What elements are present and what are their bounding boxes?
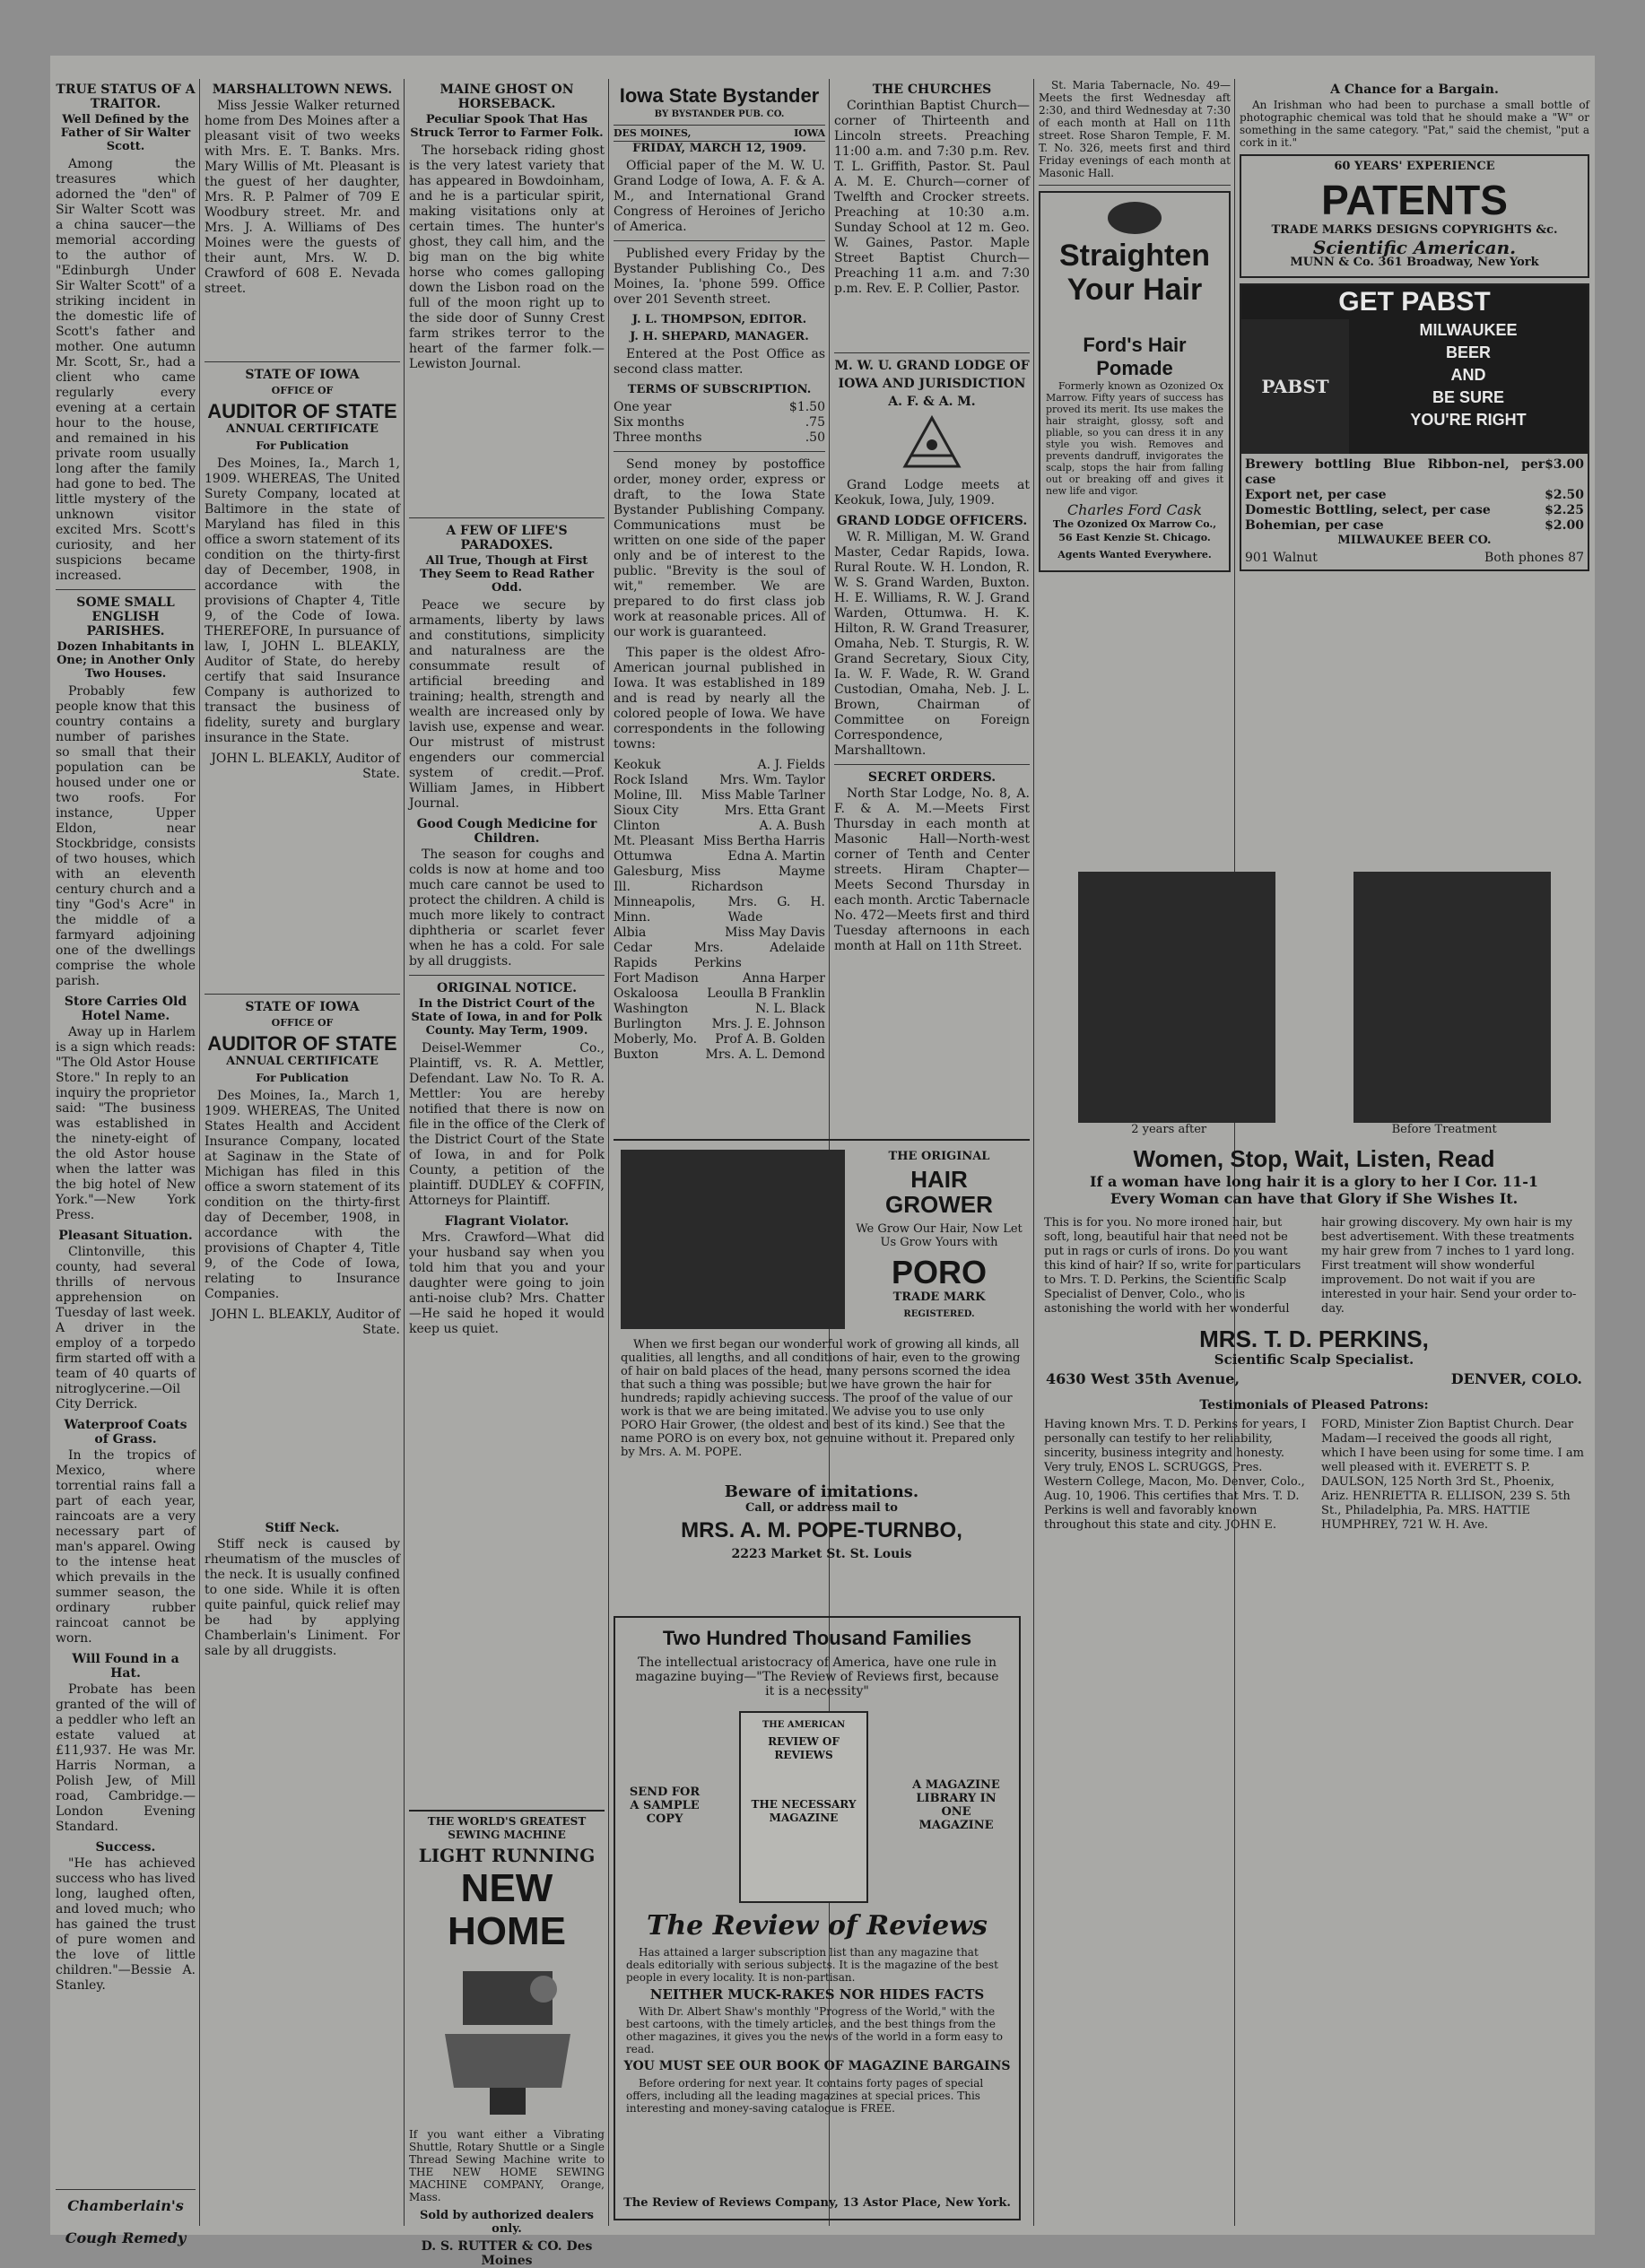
divider (834, 764, 1030, 765)
agent-name: Mrs. Wm. Taylor (719, 773, 825, 787)
ad-patents (1240, 154, 1589, 278)
agent-name: Miss Mayme Richardson (691, 865, 825, 894)
poro-name-2: GROWER (885, 1191, 993, 1218)
cover-line: THE AMERICAN (762, 1720, 846, 1730)
agents-intro: This paper is the oldest Afro-American journal published in Iowa. It was established in 189 and is read by nearly all the colored people of Iowa. We have correspondents in the following towns: (614, 646, 825, 752)
agent-town: Buxton (614, 1047, 659, 1062)
article-body: Probably few people know that this country contains a number of parishes so small that their population can be housed under one or two roofs. For instance, Upper Eldon, near Stockbridge, consists of two houses, which with an eleventh century church and a tiny "God's Acre" in the middle of a farmyard adjoining one of the dwellings comprise the whole parish. (56, 684, 196, 988)
ad-copy (854, 1150, 1024, 1325)
legal-notice (205, 1000, 400, 1338)
ad-product-2: Pomade (1096, 357, 1173, 379)
agent-town: Sioux City (614, 804, 679, 818)
perkins-photos (1039, 872, 1589, 1123)
divider (409, 517, 605, 518)
poro-original: THE ORIGINAL (888, 1150, 990, 1163)
agent-row (614, 925, 825, 941)
spacer (205, 782, 400, 988)
ad-review-of-reviews (614, 1616, 1021, 2220)
cover-line: REVIEW OF REVIEWS (768, 1735, 840, 1761)
ad-agents: Agents Wanted Everywhere. (1058, 549, 1212, 560)
article-subtitle: In the District Court of the State of Iowa, in and for Polk County. May Term, 1909. (411, 997, 603, 1038)
article (56, 595, 196, 989)
publisher: BY BYSTANDER PUB. CO. (654, 109, 785, 119)
article (409, 817, 605, 969)
article-title: Success. (95, 1840, 156, 1855)
article (56, 83, 196, 584)
poro-name: HAIR (910, 1166, 968, 1193)
price-row (1245, 503, 1584, 518)
notice-title: AUDITOR OF STATE (207, 1032, 397, 1055)
agent-town: Washington (614, 1002, 689, 1016)
agent-name: Prof A. B. Golden (715, 1032, 825, 1047)
poro-trademark: TRADE MARK (892, 1290, 986, 1304)
article (409, 1214, 605, 1337)
agent-town: Clinton (614, 819, 660, 833)
chance-title: A Chance for a Bargain. (1330, 83, 1499, 97)
column-5 (834, 79, 1030, 1123)
column-2 (205, 79, 400, 2226)
agent-name: Miss Mable Tarlner (701, 788, 825, 803)
ad-product: Ford's Hair (1083, 334, 1187, 356)
review-headline: Two Hundred Thousand Families (662, 1627, 972, 1649)
divider (205, 361, 400, 362)
agent-name: Mrs. Adelaide Perkins (693, 941, 825, 970)
munn-address: MUNN & Co. 361 Broadway, New York (1290, 256, 1539, 269)
agent-name: A. J. Fields (757, 758, 825, 772)
ad-signature: Charles Ford Cask (1066, 501, 1203, 518)
terms-row (614, 430, 825, 446)
agent-town: Cedar Rapids (614, 941, 657, 970)
article-title: Good Cough Medicine for Children. (416, 817, 597, 846)
published-note: Published every Friday by the Bystander Publishing Co., Des Moines, Ia. 'phone 599. Office over 201 Seventh street. (614, 247, 825, 307)
review-cover-row (615, 1704, 1019, 1910)
pabst-line: AND (1450, 366, 1486, 384)
perkins-headline: Women, Stop, Wait, Listen, Read (1133, 1145, 1495, 1172)
perkins-title: Scientific Scalp Specialist. (1214, 1351, 1414, 1368)
ad-perkins (1039, 863, 1589, 2217)
patents-experience: 60 YEARS' EXPERIENCE (1334, 160, 1495, 173)
photo-before (1353, 872, 1551, 1123)
officers-title: GRAND LODGE OFFICERS. (836, 514, 1028, 528)
notice-kind: ANNUAL CERTIFICATE (226, 422, 379, 436)
terms-title: TERMS OF SUBSCRIPTION. (627, 383, 812, 396)
terms-label: One year (614, 400, 672, 414)
masthead: Iowa State Bystander (619, 84, 820, 107)
ad-company: The Ozonized Ox Marrow Co., 56 East Kenzie St. Chicago. (1052, 518, 1217, 543)
notice-signature: JOHN L. BLEAKLY, Auditor of State. (211, 752, 400, 781)
divider (1039, 185, 1231, 186)
pabst-line: BE SURE (1432, 388, 1504, 406)
agent-town: Albia (614, 925, 647, 940)
agent-row (614, 758, 825, 773)
poro-tagline: We Grow Our Hair, Now Let Us Grow Yours with (856, 1222, 1023, 1249)
scientific-american: Scientific American. (1312, 237, 1517, 258)
legal-notice (205, 368, 400, 782)
chance-body: An Irishman who had been to purchase a small bottle of photographic chemical was told that he should make a "W" or something in the same category. "Pat," said the chemist, "put a cork in it." (1240, 99, 1589, 149)
cover-line: THE NECESSARY MAGAZINE (751, 1798, 857, 1824)
agent-row (614, 804, 825, 819)
price-value: $2.50 (1545, 488, 1584, 502)
column-7 (1240, 79, 1589, 854)
lodge-meets: Grand Lodge meets at Keokuk, Iowa, July, 1909. (834, 478, 1030, 508)
divider (56, 589, 196, 590)
agent-row (614, 788, 825, 804)
article-body: Miss Jessie Walker returned home from Des Moines after a pleasant visit of two weeks with Mrs. E. T. Banks. Mrs. Mary Willis of Mt. Pleasant is the guest of her daughter, Mrs. R. P. Palmer of 709 E Woodbury street. Mr. and Mrs. J. A. Williams of Des Moines were the guests of their aunt, Mrs. W. D. Crawford of 608 E. Nevada street. (205, 99, 400, 296)
article-title: Store Carries Old Hotel Name. (64, 995, 187, 1023)
agent-row (614, 834, 825, 849)
agent-row (614, 1017, 825, 1032)
notice-kind: ANNUAL CERTIFICATE (226, 1055, 379, 1068)
article-title: Flagrant Violator. (444, 1214, 570, 1229)
churches-body: Corinthian Baptist Church—corner of Thirteenth and Lincoln streets. Preaching 11:00 a.m. and 7:30 p.m. Rev. T. L. Griffith, Pastor. St. Paul A. M. E. Church—corner of Twelfth and Crocker streets. Preaching at 10:30 a.m. Sunday School at 12 m. Geo. W. Gaines, Pastor. Maple Street Baptist Church—Preaching 11 a.m. and 7:30 p.m. Rev. E. P. Collier, Pastor. (834, 99, 1030, 296)
perkins-address-city: DENVER, COLO. (1450, 1370, 1582, 1387)
review-body: Has attained a larger subscription list than any magazine that deals editorially with serious subjects. It is the magazine of the best people in every locality. It is non-partisan. (626, 1946, 998, 1984)
notice-body: Des Moines, Ia., March 1, 1909. WHEREAS, The United Surety Company, located at Baltimore in the state of Maryland has filed in this office a sworn statement of its condition on the thirty-first day of December, 1908, in accordance with the provisions of Chapter 4, Title 9, of the Code of Iowa. THEREFORE, In pursuance of law, I, JOHN L. BLEAKLY, Auditor of State, do hereby certify that said Insurance Company is authorized to transact the business of fidelity, surety and burglary insurance in the State. (205, 456, 400, 745)
divider (205, 994, 400, 995)
agent-town: Moberly, Mo. (614, 1032, 698, 1047)
review-neither-body: With Dr. Albert Shaw's monthly "Progress of the World," with the best cartoons, with the timely articles, and the best things from the other magazines, it gives you the news of the world in a form easy to read. (626, 2005, 1004, 2055)
price-label: Brewery bottling Blue Ribbon-nel, per case (1245, 457, 1545, 487)
patents-title: PATENTS (1321, 177, 1508, 223)
terms-row (614, 400, 825, 415)
column-6 (1039, 79, 1231, 854)
article (56, 1840, 196, 1994)
price-label: Bohemian, per case (1245, 518, 1384, 533)
official-paper: Official paper of the M. W. U. Grand Lodge of Iowa, A. F. & A. M., and International Grand Congress of Heroines of Jericho of America. (614, 159, 825, 234)
editor: J. L. THOMPSON, EDITOR. (631, 313, 807, 326)
notice-pub: For Publication (256, 439, 349, 452)
lodge-subtitle-2: A. F. & A. M. (888, 395, 976, 409)
pabst-line: YOU'RE RIGHT (1410, 411, 1527, 429)
notice-body: Send money by postoffice order, money order, express or draft, to the Iowa State Bystander Publishing Company. Communications must be written on one side of the paper only and be of interest to the public. "Brevity is the soul of wit," remember. We are prepared to do first class job work at reasonable prices. All of our work is guaranteed. (614, 457, 825, 639)
ad-headline-2: Your Hair (1066, 273, 1203, 307)
notice-header: STATE OF IOWA (245, 368, 360, 382)
secret-orders-body: North Star Lodge, No. 8, A. F. & A. M.—Meets First Thursday in each month at Masonic Hall—North-west corner of Tenth and Center streets. Hiram Chapter—Meets Second Thursday in each month. Arctic Tabernacle No. 472—Meets first and third Tuesday afternoons in each month at Hall on 11th Street. (834, 786, 1030, 953)
brewer-phones: Both phones 87 (1484, 551, 1584, 565)
article (56, 1652, 196, 1835)
notice-title: AUDITOR OF STATE (207, 400, 397, 422)
issue-date: FRIDAY, MARCH 12, 1909. (632, 142, 806, 155)
terms-label: Six months (614, 415, 684, 430)
sewing-machine-illustration (409, 1953, 605, 2124)
portrait-icon (1046, 198, 1223, 234)
perkins-testimonials: Having known Mrs. T. D. Perkins for years, I personally can testify to her reliability, sincerity, business integrity and honesty. Very truly, ENOS L. SCRUGGS, Pres. Western College, Macon, Mo. Denver, Colo., Aug. 10, 1906. This certifies that Mrs. T. D. Perkins is well and favorably known throughout this state and city. JOHN E. FORD, Minister Zion Baptist Church. Dear Madam—I received the goods all right, which I have been using for some time. I am well pleased with it. EVERETT S. P. DAULSON, 125 North 3rd St., Phoenix, Ariz. HENRIETTA R. ELLISON, 239 S. 5th St., Philadelphia, Pa. MRS. HATTIE HUMPHREY, 721 W. H. Ave. (1044, 1418, 1584, 1532)
price-value: $2.25 (1545, 503, 1584, 517)
article-body: Away up in Harlem is a sign which reads: "The Old Astor House Store." In reply to an inquiry the proprietor said: "The business was established in the ninety-eight of the old Astor house when the latter was the big hotel of New York."—New York Press. (56, 1025, 196, 1222)
dateline (614, 125, 825, 142)
column-rule (404, 79, 405, 2226)
article-body: Probate has been granted of the will of a peddler who left an estate valued at £11,937. He was Mr. Harris Norman, a Polish Jew, of Mill road, Cambridge.—London Evening Standard. (56, 1682, 196, 1834)
notice-pub: For Publication (256, 1072, 349, 1084)
divider (614, 240, 825, 241)
poro-brand: PORO (891, 1254, 987, 1290)
newspaper-page (50, 56, 1595, 2268)
column-rule (199, 79, 200, 2226)
pabst-line: BEER (1445, 343, 1491, 361)
agent-name: Mrs. A. L. Demond (705, 1047, 825, 1062)
dateline-right: IOWA (794, 127, 825, 139)
ad-body: If you want either a Vibrating Shuttle, Rotary Shuttle or a Single Thread Sewing Machine write to THE NEW HOME SEWING MACHINE COMPANY, Orange, Mass. (409, 2128, 605, 2203)
lodge-subtitle: IOWA AND JURISDICTION (838, 377, 1026, 391)
agent-name: Mrs. G. H. Wade (727, 895, 825, 925)
divider (834, 352, 1030, 353)
agent-row (614, 986, 825, 1002)
caption-before: Before Treatment (1391, 1123, 1497, 1136)
article-title: Stiff Neck. (265, 1521, 340, 1535)
notice-office: OFFICE OF (271, 1017, 334, 1029)
agent-row (614, 819, 825, 834)
price-row (1245, 488, 1584, 503)
tabernacle-note: St. Maria Tabernacle, No. 49—Meets the first Wednesday aft 2:30, and third Wednesday at 7:30 of each month at Hall on 11th street. Rose Sharon Temple, F. M. T. No. 326, meets first and third Friday evenings of each month at Masonic Hall. (1039, 79, 1231, 179)
article-subtitle: Well Defined by the Father of Sir Walter Scott. (60, 113, 191, 153)
article-subtitle: Peculiar Spook That Has Struck Terror to Farmer Folk. (410, 113, 604, 140)
agent-row (614, 773, 825, 788)
price-label: Export net, per case (1245, 488, 1387, 502)
article (409, 981, 605, 1209)
ad-tagline: THE WORLD'S GREATEST SEWING MACHINE (427, 1815, 587, 1841)
article-body: In the tropics of Mexico, where torrential rains fall a part of each year, raincoats are a very necessary part of man's apparel. Owing to the intense heat which prevails in the summer season, the ordinary rubber raincoat cannot be worn. (56, 1448, 196, 1646)
article (56, 1229, 196, 1412)
ad-sold: Sold by authorized dealers only. (419, 2209, 594, 2236)
ad-poro (614, 1139, 1030, 1607)
agent-row (614, 971, 825, 986)
agent-town: Burlington (614, 1017, 683, 1031)
caption-after: 2 years after (1131, 1123, 1207, 1136)
article (409, 524, 605, 812)
agent-town: Ottumwa (614, 849, 673, 864)
article-title: TRUE STATUS OF A TRAITOR. (56, 83, 196, 111)
patents-sub: TRADE MARKS DESIGNS COPYRIGHTS &c. (1271, 223, 1558, 237)
pabst-body (1241, 319, 1588, 454)
brewer-contact (1245, 551, 1584, 566)
review-send: SEND FOR A SAMPLE COPY (629, 1785, 701, 1826)
ad-brand: NEW HOME (448, 1866, 566, 1953)
ad-headline: Straighten (1058, 239, 1211, 273)
poro-contact (614, 1482, 1030, 1563)
spacer (205, 302, 400, 356)
spacer (409, 378, 605, 512)
terms-price: $1.50 (788, 400, 825, 414)
poro-body: When we first began our wonderful work of growing all kinds, all qualities, all lengths, and all conditions of hair, even to the growing of hair on bald places of the head, many persons scorned the idea that such a thing was possible; but we have grown the hair for hundreds; rapidly achieving success. The proof of the value of our work is that we are being imitated. We advise you to use only PORO Hair Grower, (the oldest and best of its kind.) See that the name PORO is on every box, not genuine without it. Prepared only by Mrs. A. M. POPE. (621, 1338, 1021, 1459)
article-body: "He has achieved success who has lived long, laughed often, and loved much; who has gained the trust of pure women and the love of little children."—Bessie A. Stanley. (56, 1856, 196, 1993)
notice-header: STATE OF IOWA (245, 1000, 360, 1014)
agent-town: Galesburg, Ill. (614, 865, 683, 894)
article (409, 83, 605, 372)
article-title: MAINE GHOST ON HORSEBACK. (440, 83, 574, 111)
ad-light-running: LIGHT RUNNING (418, 1845, 596, 1866)
column-1 (56, 79, 196, 2246)
secret-orders-title: SECRET ORDERS. (867, 770, 997, 785)
notice-body: Des Moines, Ia., March 1, 1909. WHEREAS, The United States Health and Accident Insurance Company, located at Saginaw in the State of Michigan has filed in this office a sworn statement of its condition on the thirty-first day of December, 1908, in accordance with the provisions of Chapter 4, Title 9, of the Code of Iowa, relating to Insurance Companies. (205, 1089, 400, 1301)
poro-registered: REGISTERED. (903, 1309, 975, 1319)
spacer (205, 1338, 400, 1517)
article-body: Stiff neck is caused by rheumatism of the muscles of the neck. It is usually confined to one side. While it is often quite painful, quick relief may be had by applying Chamberlain's Liniment. For sale by all druggists. (205, 1537, 400, 1658)
agent-town: Fort Madison (614, 971, 699, 986)
article-title: Waterproof Coats of Grass. (64, 1418, 187, 1447)
column-3 (409, 79, 605, 2268)
terms-price: .50 (805, 430, 825, 445)
agent-name: Mrs. Etta Grant (724, 804, 825, 818)
agent-name: Mrs. J. E. Johnson (711, 1017, 825, 1031)
lodge-title: M. W. U. GRAND LODGE OF (834, 359, 1030, 373)
agent-name: N. L. Black (755, 1002, 825, 1016)
review-must-body: Before ordering for next year. It contains forty pages of special offers, including all the leading magazines at special prices. This interesting and money-saving catalogue is FREE. (626, 2077, 984, 2115)
perkins-testimonials-title: Testimonials of Pleased Patrons: (1199, 1398, 1429, 1412)
price-label: Domestic Bottling, select, per case (1245, 503, 1491, 517)
ad-new-home (409, 1810, 605, 2268)
spacer (834, 302, 1030, 347)
agent-town: Keokuk (614, 758, 661, 772)
article-title: MARSHALLTOWN NEWS. (212, 83, 393, 97)
price-value: $3.00 (1545, 457, 1584, 472)
agent-town: Mt. Pleasant (614, 834, 694, 848)
review-cover (739, 1711, 868, 1903)
column-rule (608, 79, 609, 2226)
agent-town: Oskaloosa (614, 986, 679, 1001)
column-rule (1033, 79, 1034, 2226)
perkins-address-street: 4630 West 35th Avenue, (1046, 1370, 1240, 1387)
footer-ad-chamberlain: Chamberlain's Cough Remedy (56, 2189, 196, 2226)
divider (409, 975, 605, 976)
article-title: Pleasant Situation. (58, 1229, 193, 1243)
price-row (1245, 518, 1584, 534)
pabst-line: MILWAUKEE (1419, 321, 1518, 339)
notice-office: OFFICE OF (271, 385, 334, 396)
article-body: Clintonville, this county, had several thrills of nervous apprehension on Tuesday of last week. A driver in the employ of a torpedo firm started off with a team of 40 quarts of nitroglycerine.—Oil City Derrick. (56, 1245, 196, 1412)
review-must: YOU MUST SEE OUR BOOK OF MAGAZINE BARGAINS (623, 2059, 1011, 2073)
agent-town: Rock Island (614, 773, 689, 787)
notice-signature: JOHN L. BLEAKLY, Auditor of State. (211, 1308, 400, 1337)
entered-note: Entered at the Post Office as second class matter. (614, 347, 825, 377)
price-list (1241, 454, 1588, 569)
agent-row (614, 941, 825, 971)
agent-row (614, 849, 825, 865)
perkins-captions (1039, 1123, 1589, 1136)
agent-town: Minneapolis, Minn. (614, 895, 696, 925)
ad-body: Formerly known as Ozonized Ox Marrow. Fifty years of success has proved its merit. Its use makes the hair straight, glossy, soft and pliable, so you can dress it in any style you wish. Removes and prevents dandruff, invigorates the scalp, stops the hair from falling out or breaking off and gives it new life and vigor. (1046, 380, 1223, 497)
price-row (1245, 457, 1584, 488)
photo-after (1078, 872, 1275, 1123)
agent-town: Moline, Ill. (614, 788, 683, 803)
ad-dealer: D. S. RUTTER & CO. Des Moines (421, 2239, 593, 2268)
perkins-sub: If a woman have long hair it is a glory to her I Cor. 11-1 (1090, 1173, 1538, 1190)
article-body: Among the treasures which adorned the "den" of Sir Walter Scott was a china saucer—the memorial according to the author of "Edinburgh Under Sir Walter Scott" of a striking incident in the domestic life of Scott's father and mother. One autumn Mr. Scott, Sr., had a client who came regularly every evening at a certain hour to the house, and remained in his private room usually long after the family had gone to bed. The little mystery of the unknown visitor excited Mrs. Scott's curiosity, and her suspicions became increased. (56, 157, 196, 583)
review-title: The Review of Reviews (647, 1910, 988, 1942)
pabst-headline: GET PABST (1241, 285, 1588, 319)
article-body: Mrs. Crawford—What did your husband say when you told him that you and your daughter were going to join anti-noise club? Mrs. Chatter—He said he hoped it would keep us quiet. (409, 1230, 605, 1336)
article-subtitle: All True, Though at First They Seem to Read Rather Odd. (419, 554, 595, 595)
perkins-address (1039, 1370, 1589, 1387)
article-title: A FEW OF LIFE'S PARADOXES. (446, 524, 568, 552)
review-sub: The intellectual aristocracy of America, have one rule in magazine buying—"The Review of Reviews first, because it is a necessity" (635, 1655, 999, 1699)
agent-name: A. A. Bush (759, 819, 825, 833)
perkins-body: This is for you. No more ironed hair, but soft, long, beautiful hair that need not be put in rags or curls of irons. Do you want this kind of hair? If so, write for particulars to Mrs. T. D. Perkins, the Scientific Scalp Specialist of Denver, Colo., who is astonishing the world with her wonderful hair growing discovery. My own hair is my best advertisement. With these treatments my hair grew from 7 inches to 1 yard long. First treatment will show wonderful improvement. Do not wait if you are interested in your hair. Send your order to-day. (1044, 1216, 1577, 1316)
terms-label: Three months (614, 430, 702, 445)
agent-row (614, 1002, 825, 1017)
pabst-tagline (1349, 319, 1588, 454)
review-right: A MAGAZINE LIBRARY IN ONE MAGAZINE (912, 1778, 1000, 1832)
price-value: $2.00 (1545, 518, 1584, 533)
perkins-sub-2: Every Woman can have that Glory if She Wishes It. (1110, 1190, 1519, 1207)
article-body: The season for coughs and colds is now at home and too much care cannot be used to protect the children. A child is much more likely to contract diphtheria or scarlet fever when he has a cold. For sale by all druggists. (409, 847, 605, 969)
perkins-name: MRS. T. D. PERKINS, (1199, 1325, 1429, 1352)
article-title: SOME SMALL ENGLISH PARISHES. (76, 595, 175, 639)
ad-ford-pomade (1039, 191, 1231, 572)
masonic-emblem-icon (834, 411, 1030, 474)
officers-body: W. R. Milligan, M. W. Grand Master, Cedar Rapids, Iowa. Rural Route. W. H. London, R. W. S. Grand Warden, Buxton. H. E. Williams, R. W. J. Grand Warden, Ottumwa. H. K. Hilton, R. W. Grand Treasurer, Omaha, Neb. T. Sturgis, R. W. Grand Secretary, Sioux City, Ia. W. F. Wade, R. W. Grand Custodian, Omaha, Neb. J. L. Brown, Chairman of Committee on Foreign Correspondence, Marshalltown. (834, 530, 1030, 758)
agent-name: Edna A. Martin (727, 849, 825, 864)
divider (614, 451, 825, 452)
ad-pabst (1240, 283, 1589, 571)
article-body: Deisel-Wemmer Co., Plaintiff, vs. R. A. Mettler, Defendant. Law No. To R. A. Mettler: You are hereby notified that there is now on file in the office of the Clerk of the District Court of the State of Iowa, in and for Polk County, a petition of the plaintiff. DUDLEY & COFFIN, Attorneys for Plaintiff. (409, 1041, 605, 1208)
pabst-logo: PABST (1241, 319, 1349, 454)
agent-name: Leoulla B Franklin (707, 986, 825, 1001)
review-neither: NEITHER MUCK-RAKES NOR HIDES FACTS (649, 1986, 985, 2003)
article (56, 1418, 196, 1647)
terms-price: .75 (805, 415, 825, 430)
article-subtitle: Dozen Inhabitants in One; in Another Only Two Houses. (57, 640, 195, 681)
agent-name: Miss Bertha Harris (703, 834, 825, 848)
poro-call: Call, or address mail to (745, 1501, 898, 1515)
column-4 (614, 79, 825, 1123)
poro-address: 2223 Market St. St. Louis (731, 1547, 912, 1561)
brewer-address: 901 Walnut (1245, 551, 1318, 565)
article-title: Will Found in a Hat. (72, 1652, 179, 1681)
article-body: Peace we secure by armaments, liberty by laws and constitutions, simplicity and naturalness are the consummate result of artificial breeding and training; health, strength and wealth are increased only by lavish use, expense and wear. Our mistrust of mistrust engenders our commercial system of credit.—Prof. William James, in Hibbert Journal. (409, 598, 605, 811)
agent-name: Anna Harper (742, 971, 825, 986)
poro-mrs: MRS. A. M. POPE-TURNBO, (681, 1518, 962, 1542)
agent-name: Miss May Davis (725, 925, 825, 940)
dateline-left: DES MOINES, (614, 127, 692, 139)
churches-title: THE CHURCHES (872, 83, 992, 97)
agents-list (614, 758, 825, 1063)
brewer: MILWAUKEE BEER CO. (1337, 534, 1492, 547)
manager: J. H. SHEPARD, MANAGER. (630, 330, 809, 343)
agent-row (614, 1047, 825, 1063)
review-footer: The Review of Reviews Company, 13 Astor Place, New York. (623, 2196, 1011, 2210)
poro-beware: Beware of imitations. (724, 1482, 919, 1501)
ad-photo (621, 1150, 845, 1329)
agent-row (614, 895, 825, 925)
agent-row (614, 1032, 825, 1047)
article-body: The horseback riding ghost is the very latest variety that has appeared in Bowdoinham, and he is a particular spirit, making visitations only at certain times. The hunter's ghost, they call him, and the big man on the big white horse who comes galloping down the Lisbon road on the full of the moon right up to the side door of Sunny Crest farm strikes terror to the heart of the farmer folk.—Lewiston Journal. (409, 143, 605, 371)
terms-row (614, 415, 825, 430)
article (56, 995, 196, 1223)
article-title: ORIGINAL NOTICE. (437, 981, 577, 995)
agent-row (614, 865, 825, 895)
